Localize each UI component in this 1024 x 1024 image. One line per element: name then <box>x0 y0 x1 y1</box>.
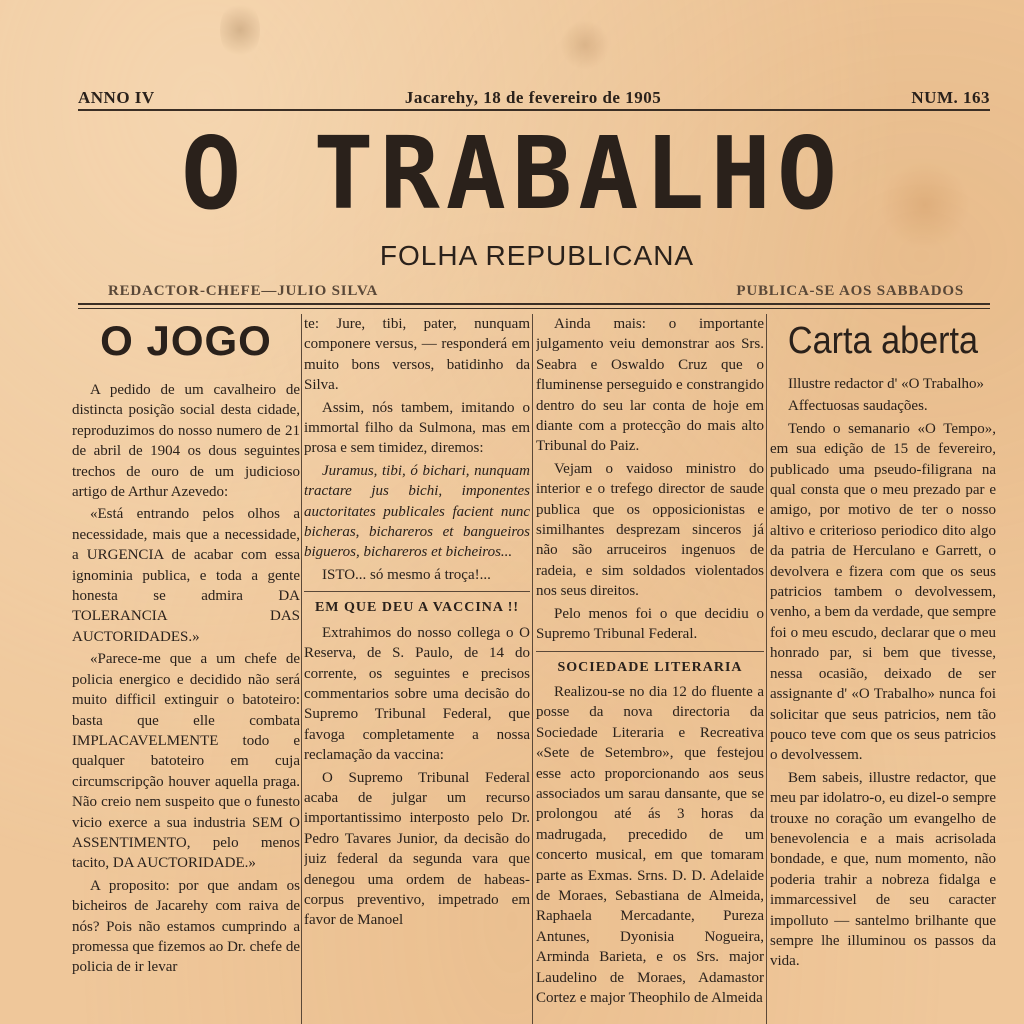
section-title: EM QUE DEU A VACCINA !! <box>304 591 530 618</box>
header-rule <box>78 109 990 111</box>
paper-stain <box>220 0 260 60</box>
article-headline: Carta aberta <box>787 320 979 362</box>
article-paragraph: A pedido de um cavalheiro de distincta posição social desta cidade, reproduzimos do nosso numero de 21 de abril de 1904 os dous seguintes trechos de ouro de um judicioso artigo de Arthur Azevedo: <box>72 382 300 501</box>
article-paragraph: Assim, nós tambem, imitando o immortal filho da Sulmona, mas em prosa e sem timidez, diremos: <box>304 399 530 457</box>
article-paragraph: te: Jure, tibi, pater, nunquam componere versus, — responderá em muito bons versos, batidinho da Silva. <box>304 316 530 394</box>
article-paragraph: Vejam o vaidoso ministro do interior e o trefego director de saude publica que os opposicionistas e similhantes desprezam sinceros já não são arruceiros ingenuos de radeia, e sim soldados violentados nos seus direitos. <box>536 460 764 600</box>
column-divider <box>301 314 302 1024</box>
article-paragraph: Ainda mais: o importante julgamento veiu demonstrar aos Srs. Seabra e Oswaldo Cruz que o fluminense perseguido e constrangido dentro do seu lar conta de hoje em diante com a protecção do mais alto Tribunal do Paiz. <box>536 316 764 455</box>
article-paragraph: ISTO... só mesmo á troça!... <box>322 566 491 583</box>
column-divider <box>532 314 533 1024</box>
paper-stain <box>560 20 610 70</box>
column-three <box>536 314 764 1024</box>
article-paragraph: A proposito: por que andam os bicheiros de Jacarehy com raiva de nós? Pois não estamos cumprindo a promessa que fizemos ao Dr. chefe de policia de ir levar <box>72 877 300 976</box>
article-paragraph: Pelo menos foi o que decidiu o Supremo Tribunal Federal. <box>536 605 764 643</box>
article-paragraph: Bem sabeis, illustre redactor, que meu par idolatro-o, eu dizel-o sempre trouxe no coração um evangelho de benevolencia e a mais acrisolada bondade, e que, num momento, não poderia trahir a nobreza fidalga e immarcessivel de seu caracter impolluto — santelmo brilhante que sempre lhe illuminou os passos da vida. <box>770 769 996 970</box>
column-divider <box>766 314 767 1024</box>
year-label: ANNO IV <box>78 88 155 107</box>
article-headline: O JOGO <box>100 317 272 364</box>
staff-line <box>108 280 964 302</box>
article-paragraph: Juramus, tibi, ó bichari, nunquam tractare jus bichi, imponentes auctoritates publicales facient nunc bicheras, bichareros et bangueiros bigueros, bichareros et bicheiros... <box>304 462 530 561</box>
column-carta-aberta <box>770 314 996 1024</box>
article-paragraph: Tendo o semanario «O Tempo», em sua edição de 15 de fevereiro, publicado uma pseudo-filigrana na qual consta que o meu prezado par e amigo, por motivo de ter o nosso altivo e criterioso periodico dito algo da patria de Herculano e Garrett, o devolvera e fizera com que os seus patricios tambem o devolvessem, venho, a bem da verdade, que sempre foi o meu escudo, declarar que o meu honrado par, si bem que tivesse, nessa ocasião, deixado de ser assignante d' «O Trabalho» nunca foi solicitar que seus patricios, nem tão pouco teve com que os seus patricios o devolvessem. <box>770 420 996 764</box>
masthead-rule <box>78 303 990 305</box>
article-paragraph: Realizou-se no dia 12 do fluente a posse da nova directoria da Sociedade Literaria e Recreativa «Sete de Setembro», que festejou esse acto proporcionando aos seus associados um sarau dansante, que se prolongou até ás 3 horas da madrugada, precedido de um concerto musical, em que tomaram parte as Exmas. Srns. D. D. Adelaide de Moraes, Sebastiana de Almeida, Raphaela Mercadante, Pureza Antunes, Dyonisia Nogueira, Arminda Barieta, e os Srs. major Laudelino de Moraes, Adamastor Cortez e major Theophilo de Almeida <box>536 683 764 1006</box>
article-paragraph: O Supremo Tribunal Federal acaba de julgar um recurso importantissimo interposto pelo Dr. Pedro Tavares Junior, da decisão do juiz federal da segunda vara que denegou uma ordem de habeas-corpus preventivo, impetrado em favor de Manoel <box>304 769 530 929</box>
section-title: SOCIEDADE LITERARIA <box>536 651 764 678</box>
article-paragraph: «Parece-me que a um chefe de policia energico e decidido não será muito difficil extinguir o batoteiro: basta que elle combata IMPLACAVELMENTE todo e qualquer batoteiro em cuja circumscripção houver aquella praga. Não creio nem suspeito que o funesto vicio exerce a sua industria SEM O ASSENTIMENTO, pelo menos tacito, DA AUCTORIDADE.» <box>72 651 300 872</box>
letter-salutation: Illustre redactor d' «O Trabalho» <box>788 376 984 392</box>
article-paragraph: Extrahimos do nosso collega o O Reserva, de S. Paulo, de 14 do corrente, os seguintes e precisos commentarios sobre uma decisão do Supremo Tribunal Federal, que favoga completamente a nossa reclamação da vaccina: <box>304 624 530 764</box>
masthead-title: O TRABALHO <box>180 115 844 232</box>
dateline: Jacarehy, 18 de fevereiro de 1905 <box>404 88 662 107</box>
masthead-rule-thin <box>78 308 990 309</box>
editor-credit: REDACTOR-CHEFE—JULIO SILVA <box>108 282 379 299</box>
column-o-jogo <box>72 314 300 1024</box>
header-line <box>78 86 990 110</box>
masthead-subtitle: FOLHA REPUBLICANA <box>379 240 695 271</box>
letter-greeting: Affectuosas saudações. <box>788 398 928 415</box>
article-paragraph: «Está entrando pelos olhos a necessidade, mais que a necessidade, a URGENCIA de acabar com essa ignominia publica, e toda a gente honesta se admira DA TOLERANCIA DAS AUCTORIDADES.» <box>72 506 300 645</box>
issue-number: NUM. 163 <box>911 88 990 107</box>
column-two <box>304 314 530 1024</box>
publication-schedule: PUBLICA-SE AOS SABBADOS <box>736 282 964 299</box>
